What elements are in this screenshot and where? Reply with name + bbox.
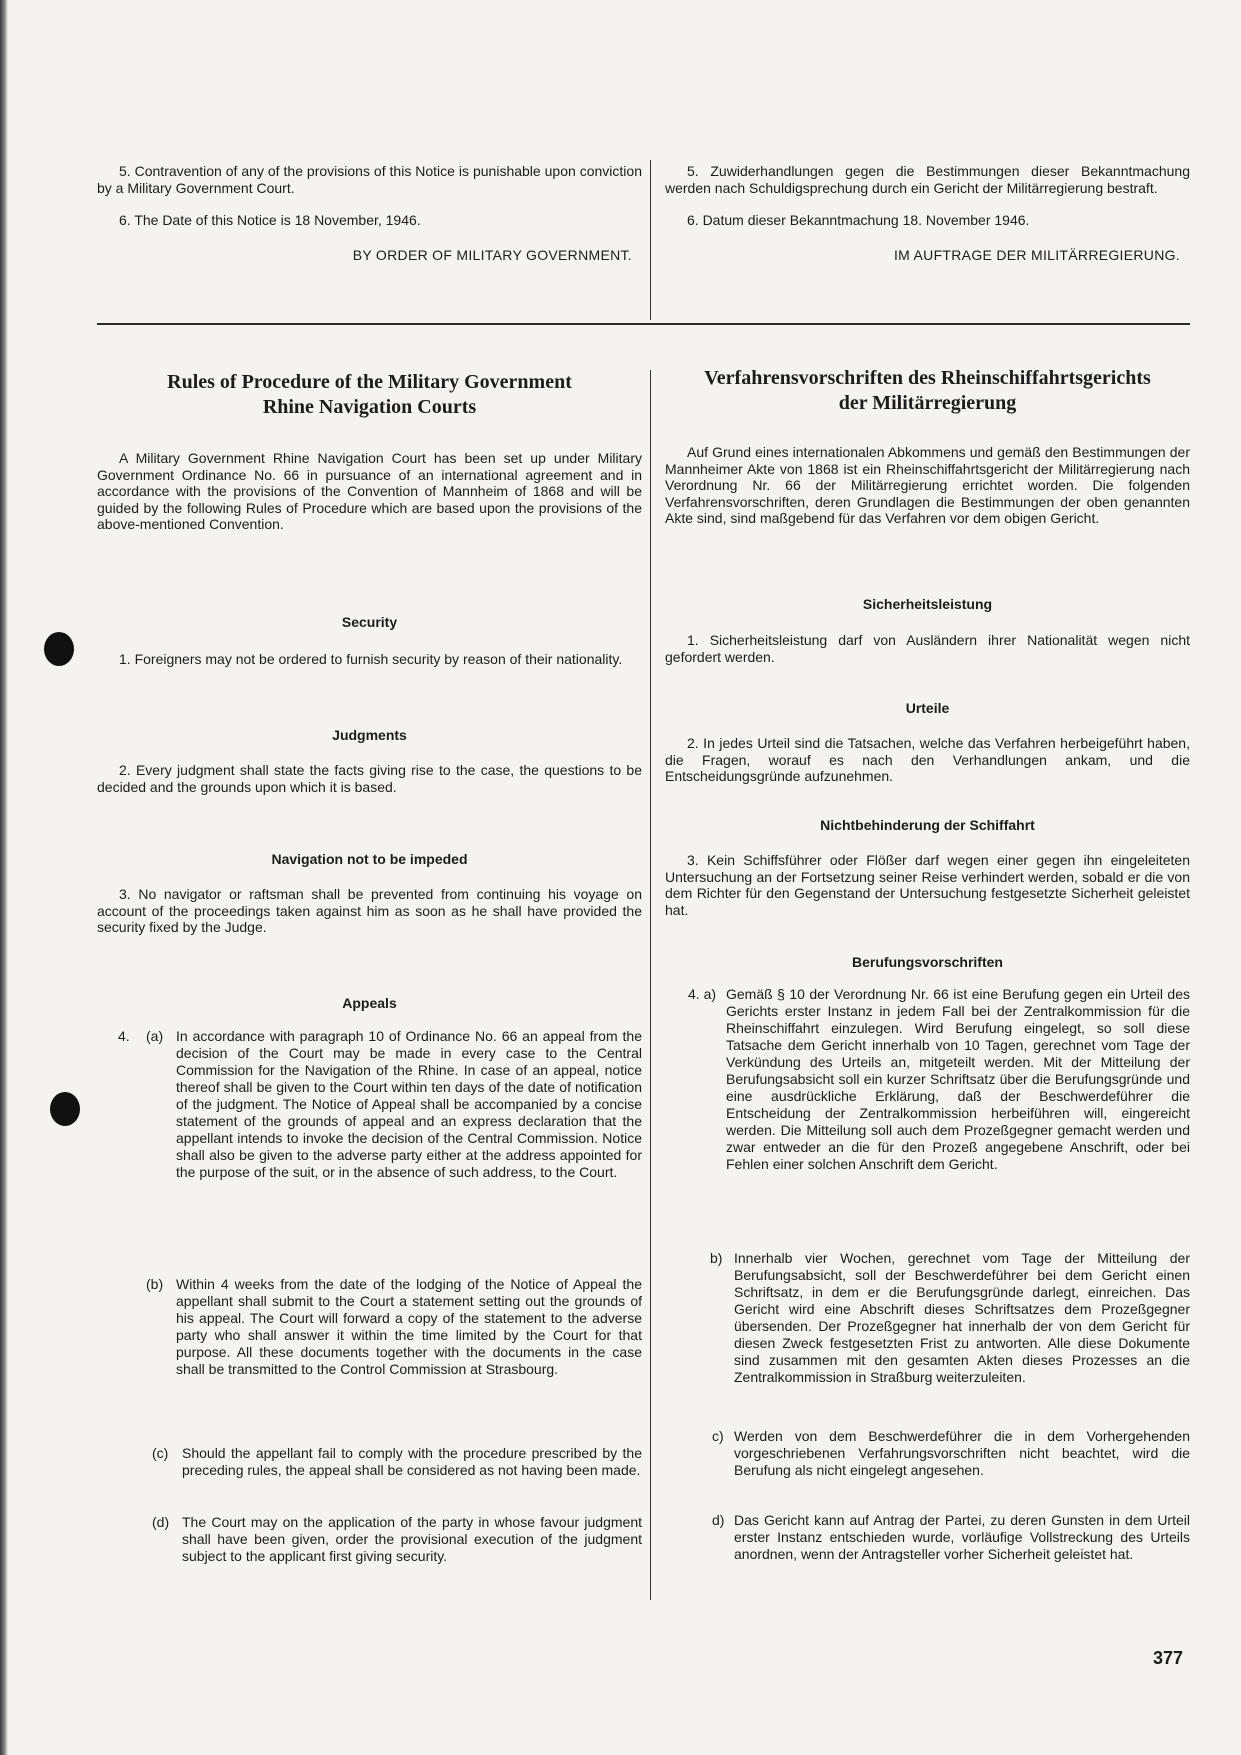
notice-paragraph-6-de: 6. Datum dieser Bekanntmachung 18. November 1946.: [687, 212, 1030, 229]
appeal-b-en: [146, 1276, 642, 1378]
rule-1-text-en: 1. Foreigners may not be ordered to furnish security by reason of their nationality.: [119, 651, 623, 667]
notice-paragraph-5-de: 5. Zuwiderhandlungen gegen die Bestimmungen dieser Bekanntmachung werden nach Schuldigsprechung durch ein Gericht der Militärregierung bestraft.: [665, 163, 1190, 196]
appeal-number-en: 4.: [118, 1028, 130, 1044]
appeal-d-marker-de: d): [712, 1512, 725, 1528]
title-en: [97, 370, 642, 420]
column-divider-main: [650, 370, 651, 1600]
rule-3-text-en: 3. No navigator or raftsman shall be prevented from continuing his voyage on account of the proceedings taken against him as soon as he shall have provided the security fixed by the Judge.: [97, 886, 642, 936]
intro-paragraph-de: Auf Grund eines internationalen Abkommens und gemäß den Bestimmungen der Mannheimer Akte von 1868 ist ein Rheinschiffahrtsgericht der Militärregierung nach Verordnung Nr. 66 der Militärregierung errichtet worden. Die folgenden Verfahrensvorschriften, deren Grundlagen die Bestimmungen der oben genannten Akte sind, sind maßgebend für das Verfahren vor dem obigen Gericht.: [665, 444, 1190, 527]
order-line-en: BY ORDER OF MILITARY GOVERNMENT.: [352, 246, 632, 263]
appeal-a-text-en: In accordance with paragraph 10 of Ordinance No. 66 an appeal from the decision of the Court may be made in every case to the Central Commission for the Navigation of the Rhine. In case of an appeal, notice thereof shall be given to the Court within ten days of the date of notification of the judgment. The Notice of Appeal shall be accompanied by a concise statement of the grounds of appeal and an express declaration that the appellant intends to invoke the decision of the Central Commission. Notice shall also be given to the adverse party either at the address appointed for the purpose of the suit, or in the absence of such address, to the Court.: [176, 1028, 642, 1180]
appeal-b-de: [710, 1250, 1190, 1386]
rule-1-de: [665, 632, 1190, 665]
heading-navigation-de: Nichtbehinderung der Schiffahrt: [820, 817, 1035, 833]
scan-edge: [0, 0, 8, 1755]
appeal-c-marker-en: (c): [152, 1445, 169, 1461]
column-divider-top: [650, 160, 651, 320]
order-line-de: IM AUFTRAGE DER MILITÄRREGIERUNG.: [893, 246, 1180, 263]
heading-judgments-de: Urteile: [905, 700, 950, 716]
notice-paragraph-6-en: 6. The Date of this Notice is 18 November, 1946.: [119, 212, 421, 229]
rule-1-en: [97, 651, 642, 668]
title-en-line-2: Rhine Navigation Courts: [262, 396, 477, 418]
appeal-a-marker-de: 4. a): [688, 986, 717, 1002]
appeal-b-text-de: Innerhalb vier Wochen, gerechnet vom Tage der Mitteilung der Berufungsabsicht, soll der Beschwerdeführer bei dem Gericht einen Schriftsatz, in dem er die Berufungsgründe darlegt, einreichen. Das Gericht wird eine Abschrift dieses Schriftsatzes dem Prozeßgegner übersenden. Der Prozeßgegner hat innerhalb der von dem Gericht für diesen Zweck festgesetzten Frist zu antworten. Alle diese Dokumente sind zusammen mit den gesamten Akten dieses Prozesses an die Zentralkommission in Straßburg weiterzuleiten.: [734, 1250, 1190, 1385]
horizontal-rule: [97, 323, 1190, 325]
appeal-d-de: [712, 1512, 1190, 1563]
notice-paragraph-5-en: 5. Contravention of any of the provisions of this Notice is punishable upon conviction by a Military Government Court.: [97, 163, 642, 196]
top-english-block: [97, 163, 642, 263]
appeal-c-de: [712, 1428, 1190, 1479]
appeal-a-marker-en: (a): [146, 1028, 164, 1044]
heading-appeals-en: Appeals: [342, 995, 397, 1011]
rule-2-text-en: 2. Every judgment shall state the facts giving rise to the case, the questions to be decided and the grounds upon which it is based.: [97, 762, 642, 795]
rule-2-en: [97, 762, 642, 795]
title-de-line-2: der Militärregierung: [838, 392, 1017, 414]
appeal-b-marker-de: b): [710, 1250, 723, 1266]
punch-hole-top: [44, 632, 74, 666]
appeal-d-marker-en: (d): [152, 1514, 170, 1530]
rule-3-text-de: 3. Kein Schiffsführer oder Flößer darf wegen einer gegen ihn eingeleiteten Untersuchung an der Fortsetzung seiner Reise verhindert werden, sobald er die von dem Richter für den Gegenstand der Untersuchung festgesetzte Sicherheit geleistet hat.: [665, 852, 1190, 918]
rule-3-de: [665, 852, 1190, 918]
intro-paragraph-en: A Military Government Rhine Navigation Court has been set up under Military Government Ordinance No. 66 in pursuance of an international agreement and in accordance with the provisions of the Convention of Mannheim of 1868 and will be guided by the following Rules of Procedure which are based upon the provisions of the above-mentioned Convention.: [97, 450, 642, 533]
appeal-b-marker-en: (b): [146, 1276, 164, 1292]
appeal-d-en: [152, 1514, 642, 1565]
rule-3-en: [97, 886, 642, 936]
intro-de: [665, 444, 1190, 527]
appeal-d-text-de: Das Gericht kann auf Antrag der Partei, zu deren Gunsten in dem Urteil erster Instanz entschieden wurde, vorläufige Vollstreckung des Urteils anordnen, wenn der Antragsteller vorher Sicherheit geleistet hat.: [734, 1512, 1190, 1562]
appeal-c-marker-de: c): [712, 1428, 724, 1444]
punch-hole-bottom: [50, 1092, 80, 1126]
heading-judgments-en: Judgments: [332, 727, 407, 743]
page-number: 377: [1152, 1648, 1183, 1668]
heading-security-en: Security: [341, 614, 398, 630]
appeal-a-text-de: Gemäß § 10 der Verordnung Nr. 66 ist eine Berufung gegen ein Urteil des Gerichts erster Instanz in jedem Fall bei der Zentralkommission für die Rheinschiffahrt einzulegen. Wird Berufung eingelegt, so soll diese Tatsache dem Gericht innerhalb von 10 Tagen, gerechnet vom Tage der Verkündung des Urteils an, mitgeteilt werden. Mit der Mitteilung der Berufungsabsicht soll ein kurzer Schriftsatz über die Berufungsgründe und eine ausdrückliche Erklärung, daß der Beschwerdeführer die Entscheidung der Zentralkommission herbeiführen will, eingereicht werden. Die Mitteilung soll auch dem Prozeßgegner gemacht werden und zwar entweder an die für den Prozeß angegebene Anschrift, oder bei Fehlen einer solchen Anschrift dem Gericht.: [726, 986, 1190, 1172]
appeal-c-en: [152, 1445, 642, 1479]
top-german-block: [665, 163, 1190, 263]
appeal-c-text-de: Werden von dem Beschwerdeführer die in dem Vorhergehenden vorgeschriebenen Verfahrungsvorschriften nicht beachtet, wird die Berufung als nicht eingelegt angesehen.: [734, 1428, 1190, 1478]
heading-navigation-en: Navigation not to be impeded: [271, 851, 468, 867]
appeal-d-text-en: The Court may on the application of the party in whose favour judgment shall have been given, order the provisional execution of the judgment subject to the applicant first giving security.: [182, 1514, 642, 1564]
heading-appeals-de: Berufungsvorschriften: [852, 954, 1003, 970]
title-de-line-1: Verfahrensvorschriften des Rheinschiffahrtsgerichts: [704, 367, 1151, 389]
intro-en: [97, 450, 642, 533]
rule-2-text-de: 2. In jedes Urteil sind die Tatsachen, welche das Verfahren herbeigeführt haben, die Fragen, worauf es nach den Verhandlungen ankam, und die Entscheidungsgründe aufzunehmen.: [665, 735, 1190, 785]
rule-1-text-de: 1. Sicherheitsleistung darf von Ausländern ihrer Nationalität wegen nicht gefordert werden.: [665, 632, 1190, 665]
appeal-b-text-en: Within 4 weeks from the date of the lodging of the Notice of Appeal the appellant shall submit to the Court a statement setting out the grounds of his appeal. The Court will forward a copy of the statement to the adverse party who shall answer it within the time limited by the Court for that purpose. All these documents together with the documents in the case shall be transmitted to the Control Commission at Strasbourg.: [176, 1276, 642, 1377]
heading-security-de: Sicherheitsleistung: [862, 596, 993, 612]
title-de: [660, 366, 1195, 416]
appeal-a-en: [118, 1028, 642, 1181]
title-en-line-1: Rules of Procedure of the Military Government: [167, 371, 572, 393]
rule-2-de: [665, 735, 1190, 785]
appeal-c-text-en: Should the appellant fail to comply with the procedure prescribed by the preceding rules, the appeal shall be considered as not having been made.: [182, 1445, 642, 1478]
appeal-a-de: [688, 986, 1190, 1173]
